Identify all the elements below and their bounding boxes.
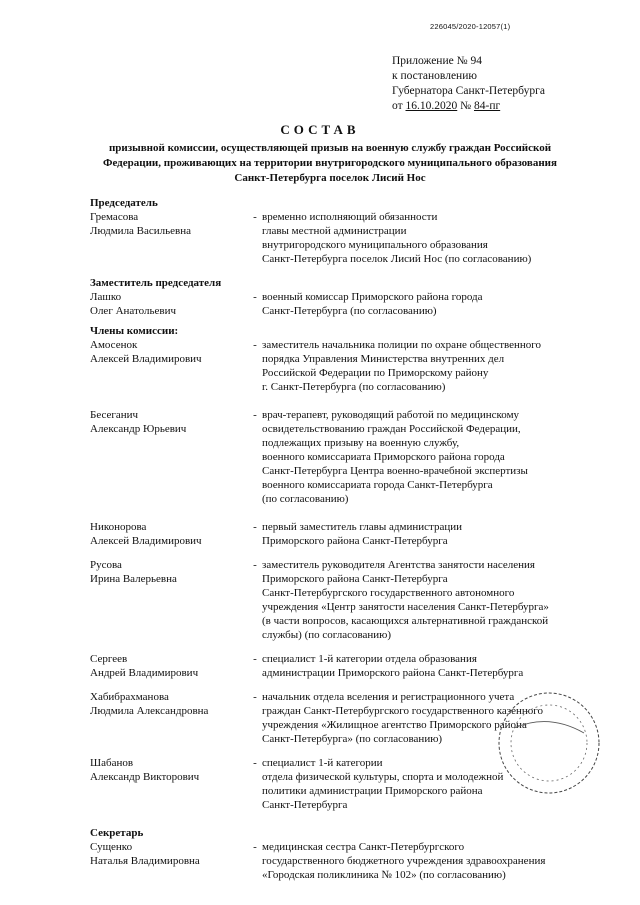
- member-row: [90, 338, 610, 394]
- member-name: Сущенко Наталья Владимировна: [90, 841, 200, 867]
- appendix-line-2: к постановлению: [392, 70, 477, 82]
- official-stamp-seal: [494, 688, 604, 798]
- number-prefix: №: [460, 100, 472, 112]
- member-row: [90, 408, 610, 506]
- member-name: Бесеганич Александр Юрьевич: [90, 409, 187, 435]
- appendix-line-1: Приложение № 94: [392, 55, 482, 67]
- member-dash: -: [253, 757, 257, 769]
- date-prefix: от: [392, 100, 403, 112]
- member-dash: -: [253, 521, 257, 533]
- member-dash: -: [253, 339, 257, 351]
- appendix-block: [392, 54, 612, 114]
- document-title: СОСТАВ: [280, 122, 360, 137]
- member-position: специалист 1-й категории отдела образования администрации Приморского района Санкт-Петербурга: [262, 653, 524, 679]
- member-position: заместитель руководителя Агентства занятости населения Приморского района Санкт-Петербурга Санкт-Петербургского государственного автономного учреждения «Центр занятости населения Санкт-Петербурга» (в части вопросов, касающихся альтернативной гражданской службы) (по согласованию): [262, 559, 549, 641]
- chair-heading: Председатель: [90, 197, 158, 209]
- member-name: Амосенок Алексей Владимирович: [90, 339, 202, 365]
- member-row: [90, 558, 610, 642]
- document-id: 226045/2020-12057(1): [430, 22, 511, 31]
- secretary-heading: Секретарь: [90, 827, 144, 839]
- member-dash: -: [253, 691, 257, 703]
- member-name: Русова Ирина Валерьевна: [90, 559, 177, 585]
- member-row: [90, 840, 610, 882]
- member-name: Сергеев Андрей Владимирович: [90, 653, 199, 679]
- appendix-line-3: Губернатора Санкт-Петербурга: [392, 85, 545, 97]
- member-row: [90, 652, 610, 680]
- member-name: Хабибрахманова Людмила Александровна: [90, 691, 209, 717]
- member-row: [90, 290, 610, 318]
- member-position: специалист 1-й категории отдела физической культуры, спорта и молодежной политики администрации Приморского района Санкт-Петербурга: [262, 757, 504, 811]
- member-name: Никонорова Алексей Владимирович: [90, 521, 202, 547]
- member-name: Лашко Олег Анатольевич: [90, 291, 177, 317]
- deputy-heading: Заместитель председателя: [90, 277, 222, 289]
- member-row: [90, 520, 610, 548]
- appendix-date-line: [392, 99, 612, 114]
- member-position: начальник отдела вселения и регистрационного учета граждан Санкт-Петербургского государственного казенного учреждения «Жилищное агентство Приморского района Санкт-Петербурга» (по согласованию): [262, 691, 544, 745]
- member-name: Шабанов Александр Викторович: [90, 757, 200, 783]
- member-position: военный комиссар Приморского района города Санкт-Петербурга (по согласованию): [262, 291, 483, 317]
- appendix-number: 84-пг: [473, 100, 501, 112]
- member-dash: -: [253, 409, 257, 421]
- member-row: [90, 210, 610, 266]
- member-dash: -: [253, 653, 257, 665]
- members-heading: Члены комиссии:: [90, 325, 179, 337]
- member-position: временно исполняющий обязанности главы местной администрации внутригородского муниципального образования Санкт-Петербурга поселок Лисий Нос (по согласованию): [262, 211, 532, 265]
- member-position: врач-терапевт, руководящий работой по медицинскому освидетельствованию граждан Российской Федерации, подлежащих призыву на военную службу, военного комиссариата Приморского района города Санкт-Петербурга Центра военно-врачебной экспертизы военного комиссариата города Санкт-Петербурга (по согласованию): [262, 409, 528, 505]
- member-name: Гремасова Людмила Васильевна: [90, 211, 192, 237]
- member-dash: -: [253, 841, 257, 853]
- member-dash: -: [253, 211, 257, 223]
- member-position: заместитель начальника полиции по охране общественного порядка Управления Министерства внутренних дел Российской Федерации по Приморскому району г. Санкт-Петербурга (по согласованию): [262, 339, 542, 393]
- document-subtitle: призывной комиссии, осуществляющей призыв на военную службу граждан Российской Федерации, проживающих на территории внутригородского муниципального образования Санкт-Петербурга поселок Лисий Нос: [103, 142, 557, 184]
- member-position: медицинская сестра Санкт-Петербургского государственного бюджетного учреждения здравоохранения «Городская поликлиника № 102» (по согласованию): [262, 841, 546, 881]
- member-dash: -: [253, 559, 257, 571]
- member-position: первый заместитель главы администрации Приморского района Санкт-Петербурга: [262, 521, 462, 547]
- appendix-date: 16.10.2020: [405, 100, 458, 112]
- member-dash: -: [253, 291, 257, 303]
